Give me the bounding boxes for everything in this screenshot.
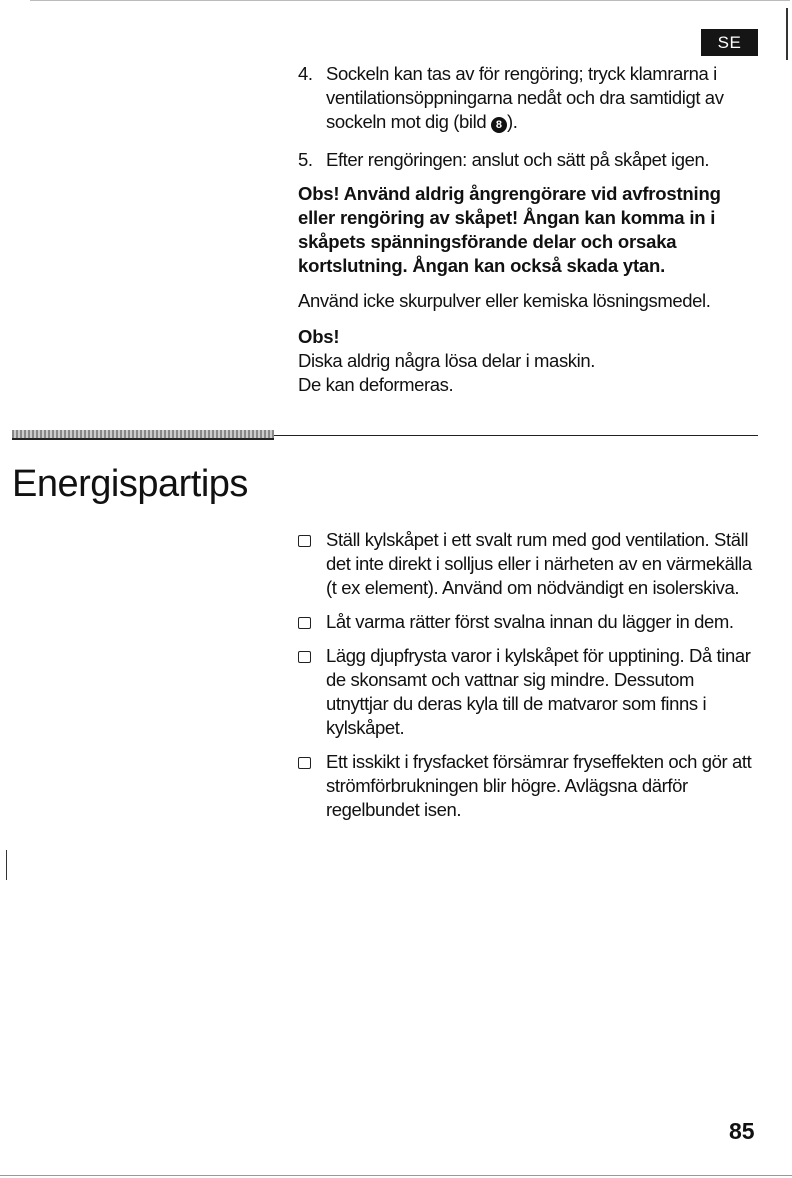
figure-reference-badge: 8 xyxy=(491,117,507,133)
step-4 xyxy=(298,62,760,134)
step-number: 5. xyxy=(298,149,313,170)
step-text-end: ). xyxy=(506,111,518,132)
tip-text: Ställ kylskåpet i ett svalt rum med god ventilation. Ställ det inte direkt i solljus eller i närheten av en värmekälla (t ex element). Använd om nödvändigt en isolerskiva. xyxy=(326,529,752,598)
abrasives-notice: Använd icke skurpulver eller kemiska lösningsmedel. xyxy=(298,290,711,311)
list-item xyxy=(298,750,760,822)
cleaning-instructions xyxy=(298,62,760,397)
checkbox-bullet-icon xyxy=(298,757,311,769)
step-text: Efter rengöringen: anslut och sätt på skåpet igen. xyxy=(326,149,710,170)
list-item xyxy=(298,528,760,600)
step-text: Sockeln kan tas av för rengöring; tryck klamrarna i ventilationsöppningarna nedåt och dra samtidigt av sockeln mot dig (bild xyxy=(326,63,724,132)
section-divider-hatched xyxy=(12,430,274,440)
tip-text: Lägg djupfrysta varor i kylskåpet för upptining. Då tinar de skonsamt och vattnar sig mindre. Dessutom utnyttjar du deras kyla till de matvaror som finns i kylskåpet. xyxy=(326,645,751,738)
note-line-1: Diska aldrig några lösa delar i maskin. xyxy=(298,350,595,371)
steam-cleaner-warning: Obs! Använd aldrig ångrengörare vid avfrostning eller rengöring av skåpet! Ångan kan komma in i skåpets spänningsförande delar och orsaka kortslutning. Ångan kan också skada ytan. xyxy=(298,183,721,276)
scan-edge-left xyxy=(6,850,7,880)
scan-edge-bottom xyxy=(0,1175,792,1176)
tip-text: Låt varma rätter först svalna innan du lägger in dem. xyxy=(326,611,734,632)
note-heading: Obs! xyxy=(298,326,340,347)
list-item xyxy=(298,610,760,634)
energy-tips-list xyxy=(298,528,760,832)
list-item xyxy=(298,644,760,740)
language-badge: SE xyxy=(701,29,758,56)
scan-edge-right xyxy=(786,8,788,60)
checkbox-bullet-icon xyxy=(298,651,311,663)
section-title: Energispartips xyxy=(12,463,248,505)
step-5 xyxy=(298,148,760,172)
section-divider-line xyxy=(274,435,758,436)
checkbox-bullet-icon xyxy=(298,535,311,547)
page-number: 85 xyxy=(729,1118,755,1144)
tip-text: Ett isskikt i frysfacket försämrar fryseffekten och gör att strömförbrukningen blir högre. Avlägsna därför regelbundet isen. xyxy=(326,751,752,820)
note-line-2: De kan deformeras. xyxy=(298,374,454,395)
step-number: 4. xyxy=(298,63,313,84)
scan-edge-top xyxy=(30,0,790,1)
checkbox-bullet-icon xyxy=(298,617,311,629)
